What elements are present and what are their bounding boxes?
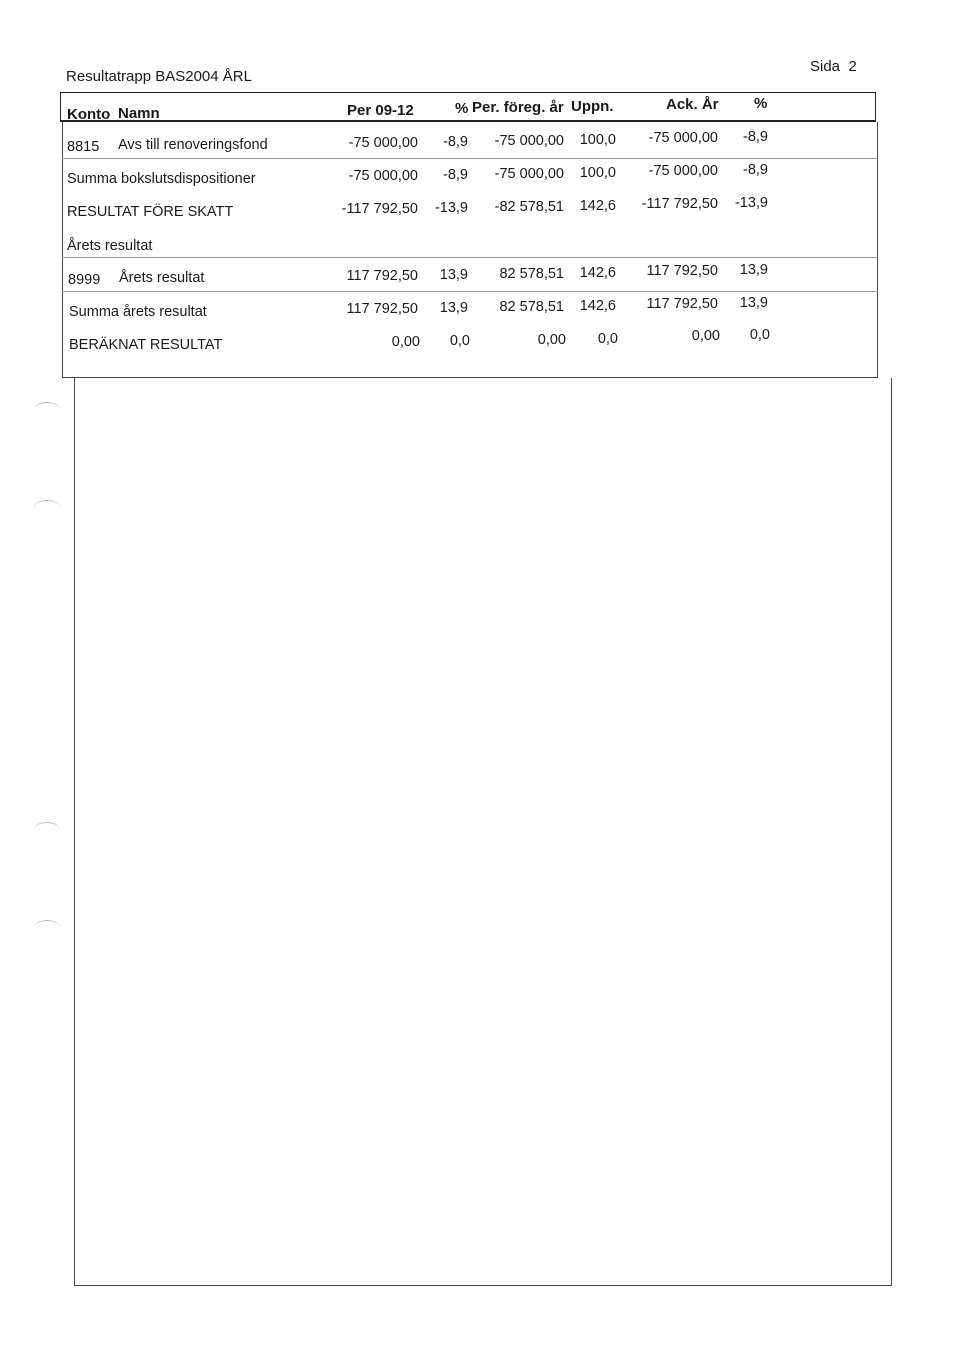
table-cell-fulfillment: 0,0 (597, 331, 618, 347)
table-cell-name: Summa bokslutsdispositioner (67, 171, 256, 187)
table-cell-ytd-pct: 13,9 (739, 295, 768, 311)
row-divider (62, 257, 878, 258)
table-cell-name: Årets resultat (119, 270, 205, 286)
row-divider (62, 158, 878, 159)
binder-hole (34, 920, 60, 935)
column-header-name: Namn (118, 105, 160, 122)
table-cell-period-pct: -13,9 (434, 200, 468, 216)
page-number (810, 58, 857, 75)
table-cell-period-pct: -8,9 (443, 134, 468, 150)
table-cell-ytd-pct: -13,9 (734, 195, 768, 211)
page-number-value: 2 (848, 58, 857, 75)
table-cell-fulfillment: 142,6 (579, 298, 616, 314)
table-cell-fulfillment: 142,6 (579, 198, 616, 214)
column-header-ytd-pct: % (754, 95, 768, 112)
binder-hole (34, 500, 60, 515)
table-cell-prev-year: 82 578,51 (499, 299, 564, 315)
table-cell-name: Avs till renoveringsfond (118, 137, 268, 153)
table-cell-name: Summa årets resultat (69, 304, 207, 320)
binder-hole (34, 822, 60, 837)
table-cell-ytd: 117 792,50 (646, 296, 718, 312)
table-cell-period-pct: -8,9 (443, 167, 468, 183)
page-frame (74, 378, 892, 1286)
table-cell-ytd: 117 792,50 (646, 263, 718, 279)
table-cell-period: 117 792,50 (346, 301, 418, 317)
table-cell-period: 117 792,50 (346, 268, 418, 284)
table-cell-ytd-pct: -8,9 (743, 162, 768, 178)
binder-hole (34, 402, 60, 417)
column-header-prev-year: Per. föreg. år (472, 99, 564, 116)
table-cell-prev-year: -75 000,00 (494, 133, 564, 149)
column-header-period-pct: % (455, 100, 469, 117)
table-cell-ytd: -117 792,50 (641, 196, 718, 212)
table-cell-ytd-pct: 0,0 (749, 327, 770, 343)
column-header-ytd: Ack. År (666, 96, 719, 113)
table-cell-name: BERÄKNAT RESULTAT (69, 337, 223, 353)
section-heading: Årets resultat (67, 238, 153, 254)
table-cell-period: -75 000,00 (348, 135, 418, 151)
table-cell-period-pct: 13,9 (439, 300, 468, 316)
table-cell-ytd: 0,00 (691, 328, 720, 344)
table-cell-account: 8815 (67, 139, 100, 155)
table-cell-prev-year: 82 578,51 (499, 266, 564, 282)
table-cell-prev-year: -82 578,51 (494, 199, 564, 215)
table-cell-period: 0,00 (391, 334, 420, 350)
table-cell-prev-year: -75 000,00 (494, 166, 564, 182)
column-header-account: Konto (67, 106, 111, 123)
table-cell-period: -117 792,50 (341, 201, 418, 217)
table-cell-period: -75 000,00 (348, 168, 418, 184)
table-cell-ytd: -75 000,00 (648, 163, 718, 179)
table-cell-ytd-pct: 13,9 (739, 262, 768, 278)
table-cell-name: RESULTAT FÖRE SKATT (67, 204, 234, 220)
report-title: Resultatrapp BAS2004 ÅRL (66, 68, 252, 85)
page-label: Sida (810, 58, 841, 75)
table-cell-fulfillment: 142,6 (579, 265, 616, 281)
table-cell-ytd: -75 000,00 (648, 130, 718, 146)
column-header-fulfillment: Uppn. (571, 98, 614, 115)
table-cell-fulfillment: 100,0 (579, 132, 616, 148)
table-cell-account: 8999 (68, 272, 101, 288)
table-cell-fulfillment: 100,0 (579, 165, 616, 181)
table-cell-ytd-pct: -8,9 (743, 129, 768, 145)
table-cell-prev-year: 0,00 (537, 332, 566, 348)
column-header-period: Per 09-12 (347, 102, 414, 119)
table-cell-period-pct: 0,0 (449, 333, 470, 349)
row-divider (62, 291, 878, 292)
table-cell-period-pct: 13,9 (439, 267, 468, 283)
